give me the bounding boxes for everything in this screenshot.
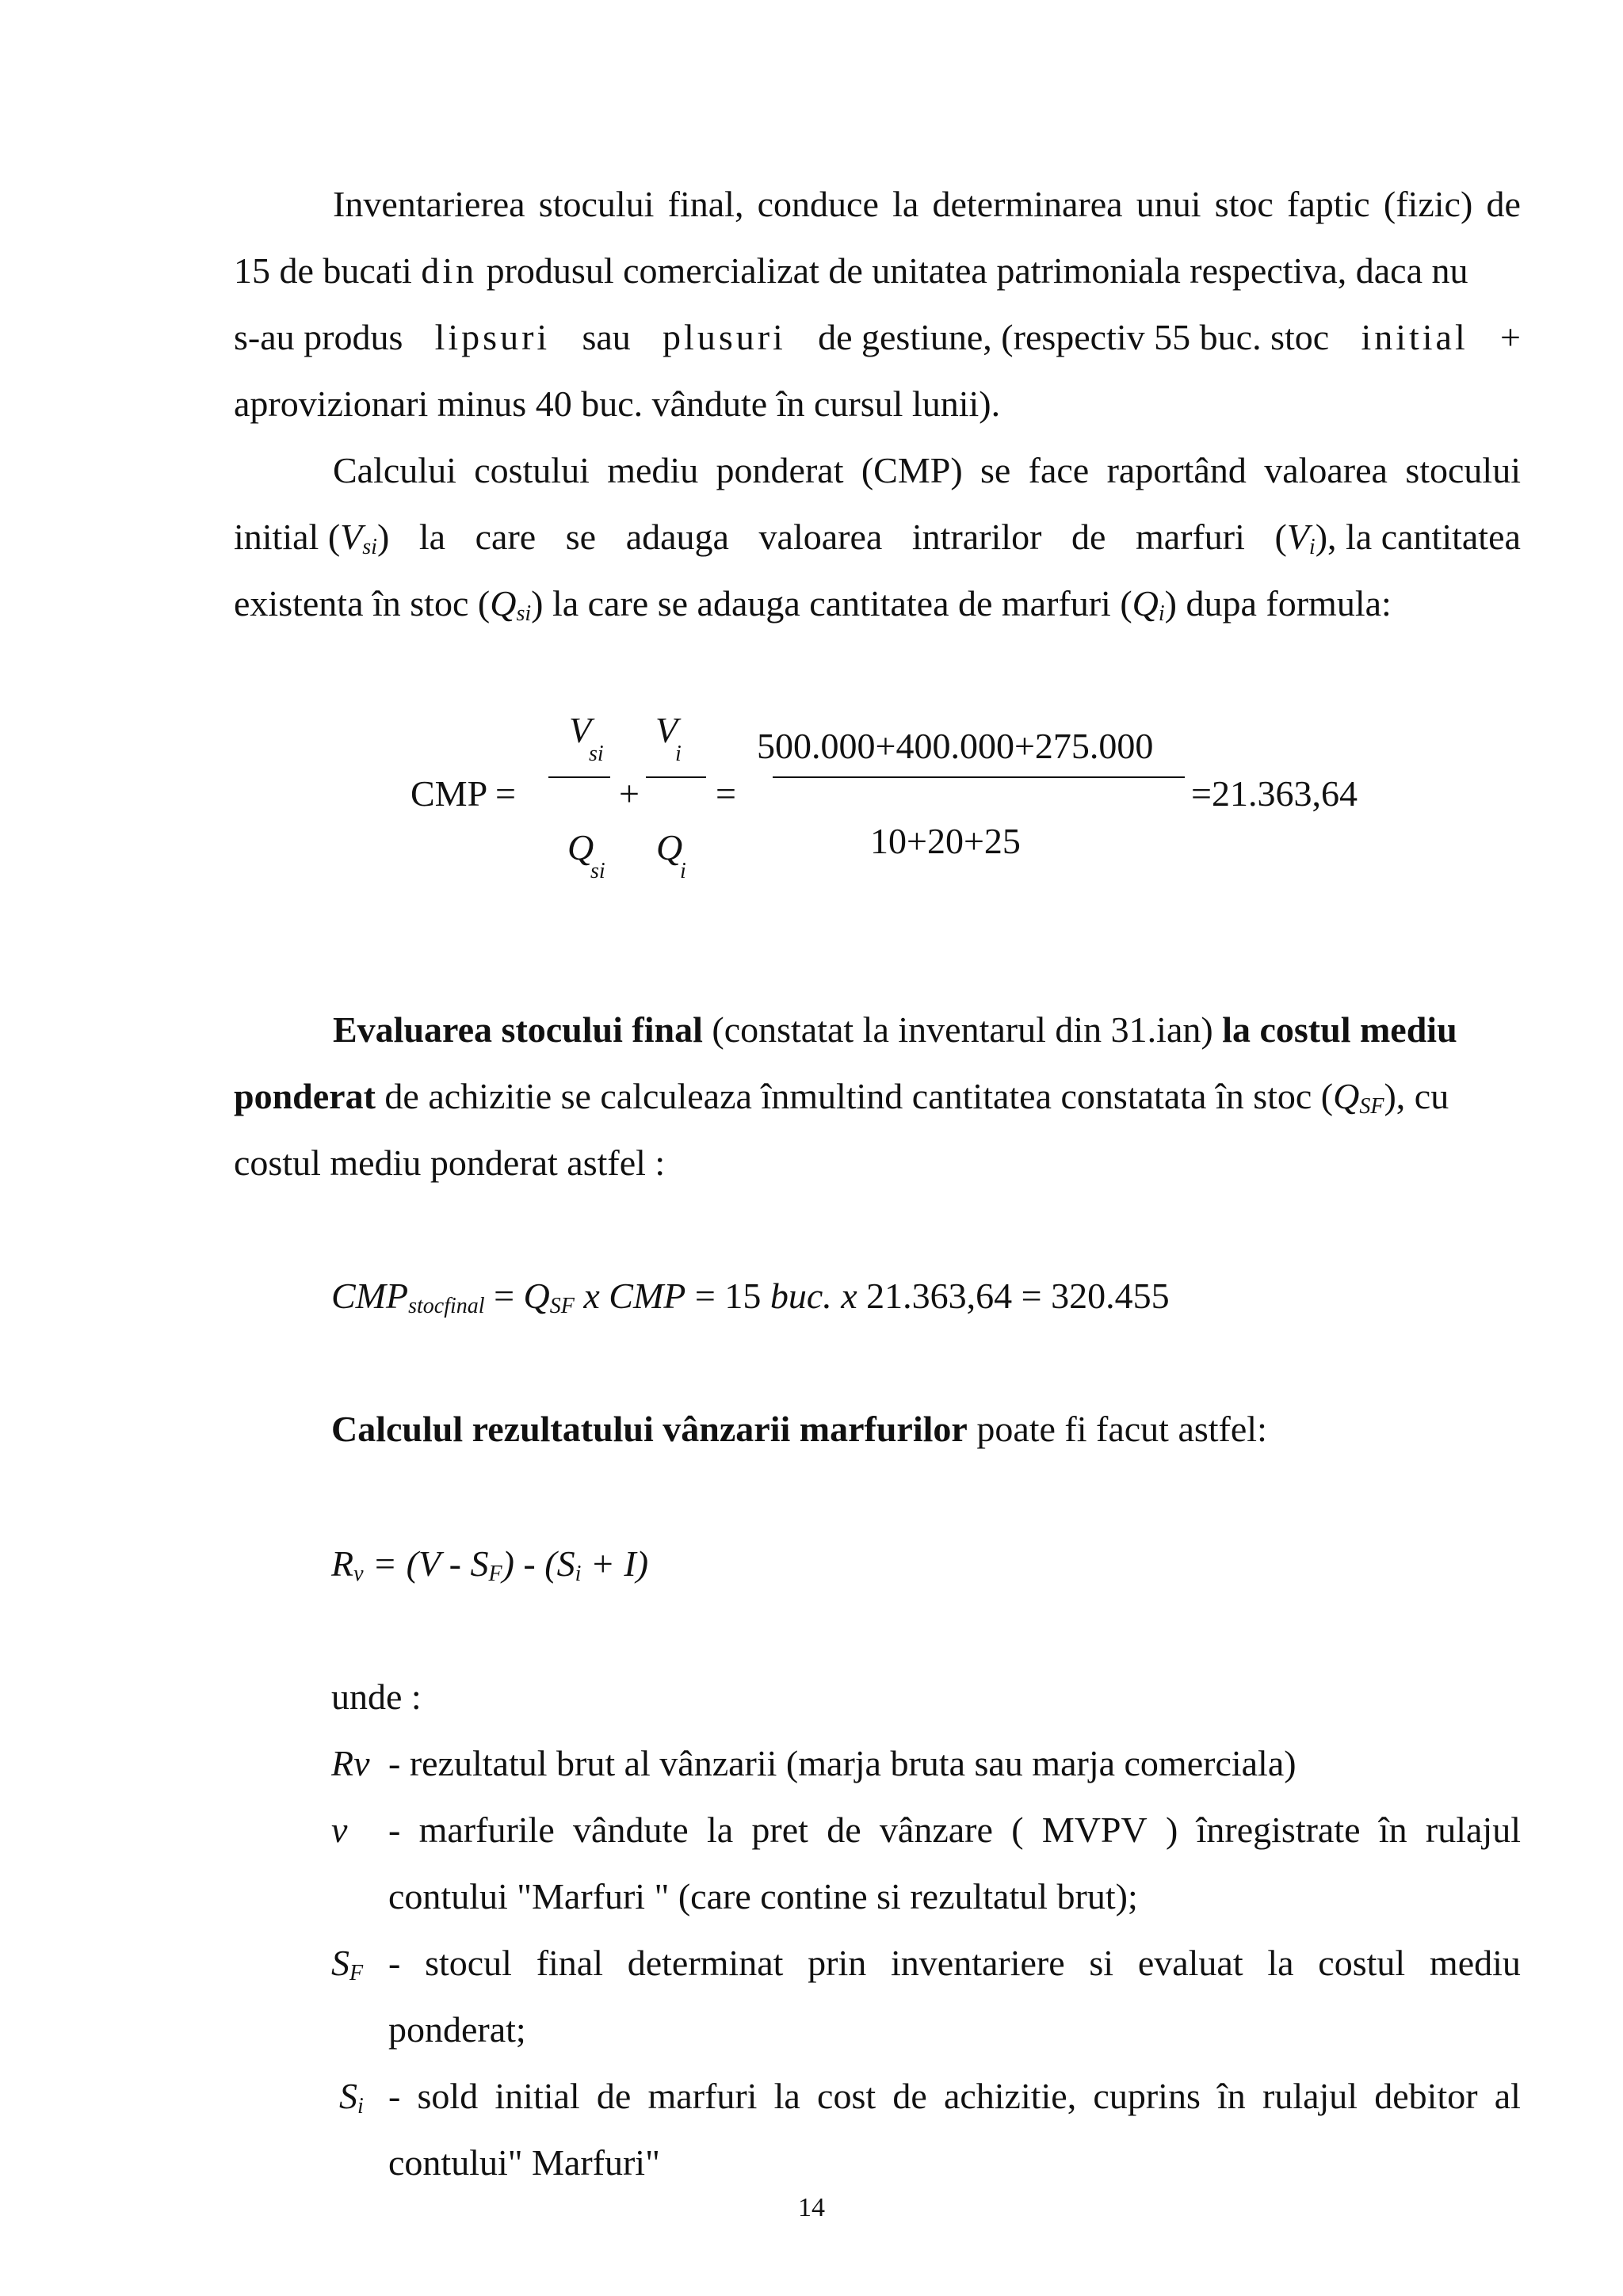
text-span: adauga (625, 517, 729, 557)
text-span: Q (490, 583, 517, 624)
paragraph-cmp-intro (234, 437, 1521, 637)
word: Calcului (333, 450, 456, 490)
word: ponderat (716, 450, 844, 490)
word: conduce (757, 184, 879, 224)
text-span: buc. (769, 1276, 832, 1316)
word: stocului (538, 184, 655, 224)
word: înregistrate (1196, 1810, 1361, 1850)
text-span: intrarilor (911, 517, 1042, 557)
cmp-formula (0, 697, 1623, 903)
text-span: x (831, 1276, 857, 1316)
denominator-values: 10+20+25 (870, 821, 1021, 861)
word: (CMP) (861, 450, 963, 490)
formula-result: =21.363,64 (1191, 773, 1358, 814)
word: se (980, 450, 1011, 490)
text-span: = (V - S (363, 1543, 489, 1584)
subscript: i (680, 859, 686, 883)
word: pret (751, 1810, 808, 1850)
text-line (388, 1797, 1521, 1863)
word: final (536, 1943, 603, 1983)
text-span: se (565, 517, 597, 557)
text-span: V (1286, 517, 1309, 557)
fraction-bar (773, 776, 1185, 778)
text-span: ) - (S (502, 1543, 575, 1584)
definition-rv (331, 1730, 1521, 1797)
text-span: Q (523, 1276, 550, 1316)
text-span: lipsuri (434, 317, 551, 357)
text-line (234, 171, 1521, 238)
word: si (1089, 1943, 1114, 1983)
subscript: i (575, 1562, 582, 1586)
formula-lhs: CMP = (411, 773, 516, 814)
word: evaluat (1137, 1943, 1243, 1983)
subscript: stocfinal (408, 1294, 485, 1318)
paragraph-evaluation (234, 997, 1521, 1196)
text-span: CMP (331, 1276, 409, 1316)
text-span: ) dupa formula: (1164, 583, 1392, 624)
text-span: la (418, 517, 446, 557)
fraction-bar (548, 776, 610, 778)
word: marfuri (647, 2076, 758, 2116)
definition-desc (388, 1797, 1521, 1930)
text-span: aprovizionari minus 40 buc. vândute în cursul lunii). (234, 383, 1001, 424)
text-line: contului "Marfuri " (care contine si rezultatul brut); (388, 1876, 1138, 1917)
word: - (388, 1810, 401, 1850)
text-span: ), cu (1384, 1076, 1449, 1116)
definition-term (331, 1930, 388, 1997)
word: raportând (1106, 450, 1247, 490)
text-span: S (331, 1943, 349, 1983)
word: vândute (573, 1810, 689, 1850)
fraction-vsi-numerator (569, 697, 591, 764)
word: prin (808, 1943, 867, 1983)
text-span: marfuri (1135, 517, 1245, 557)
word: la (773, 2076, 800, 2116)
bold-text: ponderat (234, 1076, 376, 1116)
subscript: si (516, 601, 532, 626)
subscript: F (349, 1961, 364, 1985)
word: de (1486, 184, 1521, 224)
bold-text: Evaluarea stocului final (333, 1009, 703, 1050)
text-line: - rezultatul brut al vânzarii (marja bruta sau marja comerciala) (388, 1743, 1296, 1783)
subscript: SF (549, 1294, 575, 1318)
text-line (234, 570, 1521, 637)
word: de (892, 2076, 927, 2116)
equation-rv (331, 1531, 648, 1597)
equation-cmp-stock-final (331, 1263, 1170, 1329)
word: (fizic) (1383, 184, 1473, 224)
word: al (1494, 2076, 1521, 2116)
text-span: 21.363,64 = 320.455 (857, 1276, 1170, 1316)
subscript: i (1158, 601, 1165, 626)
text-span: x CMP (574, 1276, 686, 1316)
subscript: SF (1359, 1094, 1384, 1119)
text-span: = (484, 1276, 524, 1316)
numerator-values: 500.000+400.000+275.000 (757, 726, 1154, 766)
word: MVPV (1041, 1810, 1148, 1850)
text-span: initial (1361, 317, 1468, 357)
word: valoarea (1264, 450, 1388, 490)
word: cost (817, 2076, 876, 2116)
text-span: s-au produs (234, 317, 403, 357)
subscript: i (357, 2094, 364, 2119)
text-span: sau (582, 317, 631, 357)
text-span: Q (1333, 1076, 1360, 1116)
word: inventariere (891, 1943, 1065, 1983)
text-line (234, 504, 1521, 570)
word: determinarea (932, 184, 1123, 224)
text-span: V (340, 517, 363, 557)
subscript: v (353, 1562, 364, 1586)
subscript: si (589, 742, 604, 766)
text-span: 15 de bucati (234, 250, 422, 291)
text-span: + (1500, 317, 1521, 357)
word: mediu (1429, 1943, 1521, 1983)
text-span: initial $(V_{si})$ (234, 517, 390, 559)
word: rulajul (1425, 1810, 1521, 1850)
definitions-intro: unde : (331, 1676, 422, 1717)
plus-sign: + (619, 773, 640, 814)
text-span: V (569, 710, 592, 750)
text-span: ) la care se adauga cantitatea de marfuri ( (531, 583, 1132, 624)
text-line (234, 238, 1521, 304)
word: rulajul (1262, 2076, 1358, 2116)
definition-desc (388, 1930, 1521, 2063)
word: ( (1011, 1810, 1024, 1850)
subscript: si (362, 535, 377, 559)
word: la (706, 1810, 734, 1850)
text-span: existenta în stoc ( (234, 583, 491, 624)
word: - (388, 2076, 401, 2116)
bold-text: la costul mediu (1222, 1009, 1457, 1050)
word: la (892, 184, 919, 224)
definition-term: Rv (331, 1743, 370, 1783)
equals-sign: = (716, 773, 736, 814)
definition-term: v (331, 1810, 348, 1850)
word: determinat (627, 1943, 784, 1983)
bold-text: Calculul rezultatului vânzarii marfurilor (331, 1409, 968, 1449)
word: - (388, 1943, 401, 1983)
text-line (234, 997, 1521, 1063)
word: cuprins (1093, 2076, 1201, 2116)
word: în (1217, 2076, 1246, 2116)
fraction-qi-denominator: Q (656, 827, 683, 868)
word: marfurile (418, 1810, 555, 1850)
definitions-list (331, 1664, 1521, 2196)
text-span: ), la cantitatea (1315, 517, 1521, 557)
subscript: F (488, 1562, 502, 1586)
text-span: S (339, 2076, 357, 2116)
word: stoc (1214, 184, 1274, 224)
word: costul (1318, 1943, 1406, 1983)
fraction-qsi-denominator: Q (567, 827, 594, 868)
subscript: i (675, 742, 682, 766)
text-span: plusuri (663, 317, 786, 357)
text-span: (constatat la inventarul din 31.ian) (702, 1009, 1223, 1050)
text-span: de achizitie se calculeaza înmultind cantitatea constatata în stoc ( (375, 1076, 1334, 1116)
word: faptic (1287, 184, 1370, 224)
definition-v (331, 1797, 1521, 1930)
word: debitor (1374, 2076, 1478, 2116)
text-span: poate fi facut astfel: (967, 1409, 1267, 1449)
subscript: si (590, 859, 605, 883)
text-span: = 15 (685, 1276, 770, 1316)
word: sold (417, 2076, 479, 2116)
word: final, (667, 184, 744, 224)
word: vânzare (879, 1810, 993, 1850)
text-line: contului" Marfuri" (388, 2142, 660, 2183)
text-line (388, 2063, 1521, 2130)
text-span (333, 997, 1457, 1063)
text-span (234, 238, 1468, 304)
definition-sf (331, 1930, 1521, 2063)
text-span: valoarea (758, 517, 883, 557)
text-line (234, 437, 1521, 504)
text-line (234, 1130, 1521, 1196)
word: de (827, 1810, 861, 1850)
word: Inventarierea (333, 184, 525, 224)
word: de (596, 2076, 632, 2116)
word: la (1267, 1943, 1294, 1983)
text-line (388, 1930, 1521, 1997)
text-span: din (421, 250, 478, 291)
word: mediu (607, 450, 699, 490)
definition-desc (388, 1730, 1521, 1797)
text-span: care (475, 517, 537, 557)
text-span: + I) (581, 1543, 649, 1584)
text-span: de (1071, 517, 1106, 557)
text-span: Q (1132, 583, 1159, 624)
fraction-bar (646, 776, 706, 778)
definition-term (339, 2063, 396, 2130)
paragraph-inventory (234, 171, 1521, 437)
text-line (234, 371, 1521, 437)
word: stocul (425, 1943, 512, 1983)
page-number: 14 (798, 2193, 825, 2222)
word: unui (1136, 184, 1201, 224)
text-span: $(V_i)$, la cantitatea (1274, 517, 1521, 559)
subscript: i (1308, 535, 1316, 559)
paragraph-sales-result (331, 1396, 1267, 1463)
text-span: R (331, 1543, 354, 1584)
text-span: initial ( (234, 517, 341, 557)
text-line: ponderat; (388, 2009, 526, 2050)
text-line (234, 1063, 1521, 1130)
text-span: de gestiune, (respectiv 55 buc. stoc (818, 317, 1330, 357)
word: achizitie, (943, 2076, 1077, 2116)
word: costului (474, 450, 590, 490)
word: initial (495, 2076, 580, 2116)
text-span: produsul comercializat de unitatea patrimoniala respectiva, daca nu (477, 250, 1468, 291)
fraction-vi-numerator: V (655, 710, 678, 750)
word: stocului (1405, 450, 1521, 490)
word: în (1378, 1810, 1407, 1850)
word: ) (1166, 1810, 1178, 1850)
word: face (1028, 450, 1090, 490)
text-line (234, 304, 1521, 371)
text-span: costul mediu ponderat astfel : (234, 1142, 666, 1183)
